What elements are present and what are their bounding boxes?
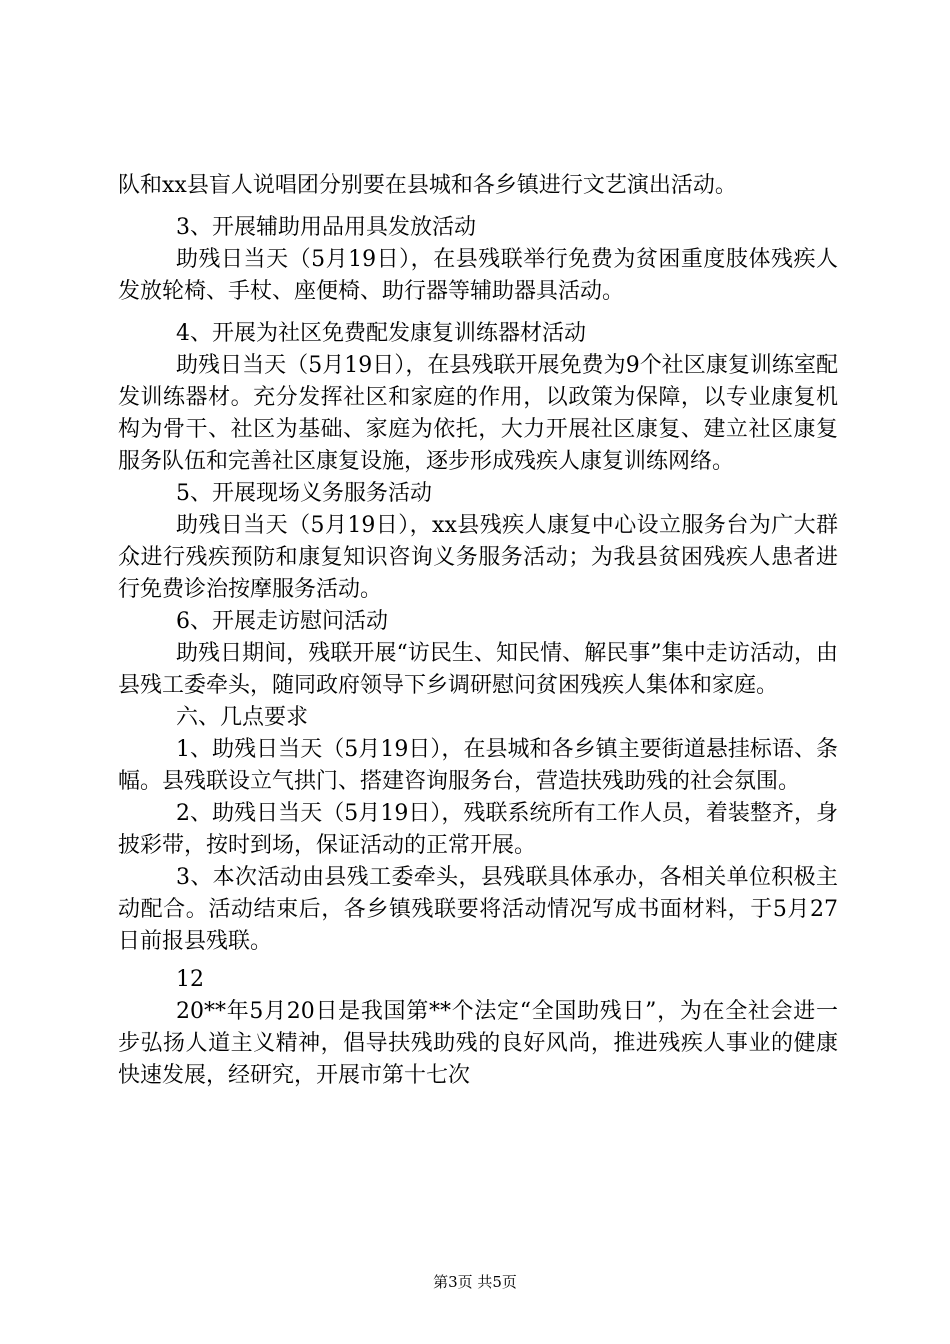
- section-heading-5: 5、开展现场义务服务活动: [176, 481, 432, 506]
- paragraph-intro-next: 20**年5月20日是我国第**个法定“全国助残日”，为在全社会进一步弘扬人道主义精神，倡导扶残助残的良好风尚，推进残疾人事业的健康快速发展，经研究，开展市第十七次: [118, 999, 838, 1088]
- section-heading-3: 3、开展辅助用品用具发放活动: [176, 215, 476, 240]
- section-heading-requirements: 六、几点要求: [176, 705, 309, 730]
- paragraph-rehab-equipment: 助残日当天（5月19日），在县残联开展免费为9个社区康复训练室配发训练器材。充分发挥社区和家庭的作用，以政策为保障，以专业康复机构为骨干、社区为基础、家庭为依托，大力开展社区康复、建立社区康复服务队伍和完善社区康复设施，逐步形成残疾人康复训练网络。: [118, 353, 838, 474]
- paragraph-requirement-1: 1、助残日当天（5月19日），在县城和各乡镇主要街道悬挂标语、条幅。县残联设立气拱门、搭建咨询服务台，营造扶残助残的社会氛围。: [118, 737, 838, 794]
- paragraph-assistive-devices: 助残日当天（5月19日），在县残联举行免费为贫困重度肢体残疾人发放轮椅、手杖、座便椅、助行器等辅助器具活动。: [118, 247, 838, 304]
- page-footer: 第3页 共5页: [433, 1273, 517, 1291]
- section-number: 12: [176, 967, 204, 992]
- paragraph-visits: 助残日期间，残联开展“访民生、知民情、解民事”集中走访活动，由县残工委牵头，随同政府领导下乡调研慰问贫困残疾人集体和家庭。: [118, 641, 838, 698]
- paragraph-volunteer-service: 助残日当天（5月19日），xx县残疾人康复中心设立服务台为广大群众进行残疾预防和康复知识咨询义务服务活动；为我县贫困残疾人患者进行免费诊治按摩服务活动。: [118, 513, 838, 602]
- section-heading-6: 6、开展走访慰问活动: [176, 609, 388, 634]
- paragraph-continuation: 队和xx县盲人说唱团分别要在县城和各乡镇进行文艺演出活动。: [118, 173, 737, 198]
- paragraph-requirement-3: 3、本次活动由县残工委牵头，县残联具体承办，各相关单位积极主动配合。活动结束后，各乡镇残联要将活动情况写成书面材料，于5月27日前报县残联。: [118, 865, 838, 954]
- paragraph-requirement-2: 2、助残日当天（5月19日），残联系统所有工作人员，着装整齐，身披彩带，按时到场，保证活动的正常开展。: [118, 801, 838, 858]
- document-body: [118, 170, 838, 1092]
- section-heading-4: 4、开展为社区免费配发康复训练器材活动: [176, 321, 586, 346]
